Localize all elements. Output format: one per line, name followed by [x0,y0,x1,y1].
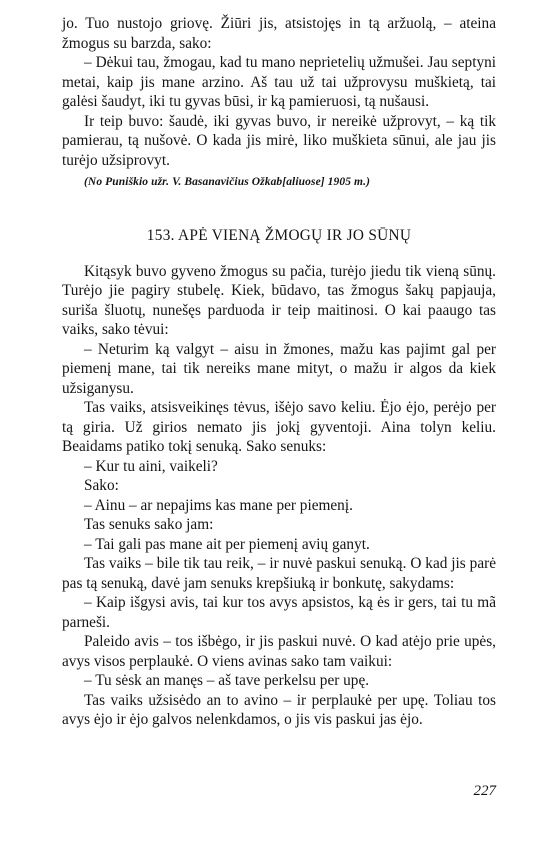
paragraph: Ir teip buvo: šaudė, iki gyvas buvo, ir nereikė užprovyt, – ką tik pamierau, tą nušovė. O kada jis mirė, liko muškieta sūnui, ale jau jis turėjo užsiprovyt. [62,112,496,169]
paragraph: Tas vaiks, atsisveikinęs tėvus, išėjo savo keliu. Ėjo ėjo, perėjo per tą giria. Už girios nemato jis jokį gyventoji. Aina tolyn keliu. Beaidams patiko tokį senuką. Sako senuks: [62,399,496,455]
story-title: 153. APĖ VIENĄ ŽMOGŲ IR JO SŪNŲ [146,227,412,244]
paragraph: Kitąsyk buvo gyveno žmogus su pačia, turėjo jiedu tik vieną sūnų. Turėjo jie pagiry stubelę. Kiek, būdavo, tas žmogus šakų papjauja, suriša šluotų, nunešęs parduoda ir teip maitinosi. O kai paaugo tas vaiks, sako tėvui: [62,262,496,338]
paragraph: – Neturim ką valgyt – aisu in žmones, mažu kas pajimt gal per piemenį mane, tai tik nereiks mane mityt, o mažu ir algos da kiek užsiganysu. [62,340,496,397]
paragraph: Paleido avis – tos išbėgo, ir jis paskui nuvė. O kad atėjo prie upės, avys visos perplaukė. O viens avinas sako tam vaikui: [62,633,496,670]
paragraph: Tas senuks sako jam: [84,516,214,533]
paragraph: – Kur tu aini, vaikeli? [84,457,218,475]
page-text [62,14,496,730]
source-note: (No Puniškio užr. V. Basanavičius Ožkab[aliuose] 1905 m.) [84,176,371,188]
paragraph: – Kaip išgysi avis, tai kur tos avys apsistos, ką ės ir gers, tai tu mã parneši. [62,594,496,631]
paragraph: – Ainu – ar nepajims kas mane per piemenį. [84,496,353,514]
paragraph: Sako: [84,477,119,494]
paragraph: – Tai gali pas mane ait per piemenį avių ganyt. [84,535,370,553]
paragraph: – Dėkui tau, žmogau, kad tu mano neprietelių užmušei. Jau septyni metai, kaip jis mane arzino. Aš tau už tai užprovysu muškietą, tai galėsi šaudyt, iki tu gyvas būsi, ir ką pamieruosi, tą nušausi. [62,54,496,110]
paragraph: Tas vaiks užsisėdo an to avino – ir perplaukė per upę. Toliau tos avys ėjo ir ėjo galvos nelenkdamos, o jis vis paskui jas ėjo. [62,691,496,728]
paragraph: – Tu sėsk an manęs – aš tave perkelsu per upę. [84,672,370,689]
page-number: 227 [473,783,496,799]
paragraph: jo. Tuo nustojo griovę. Žiūri jis, atsistojęs in tą aržuolą, – ateina žmogus su barzda, sako: [62,15,496,52]
paragraph: Tas vaiks – bile tik tau reik, – ir nuvė paskui senuką. O kad jis parė pas tą senuką, davė jam senuks krepšiuką ir bonkutę, sakydams: [62,555,496,592]
